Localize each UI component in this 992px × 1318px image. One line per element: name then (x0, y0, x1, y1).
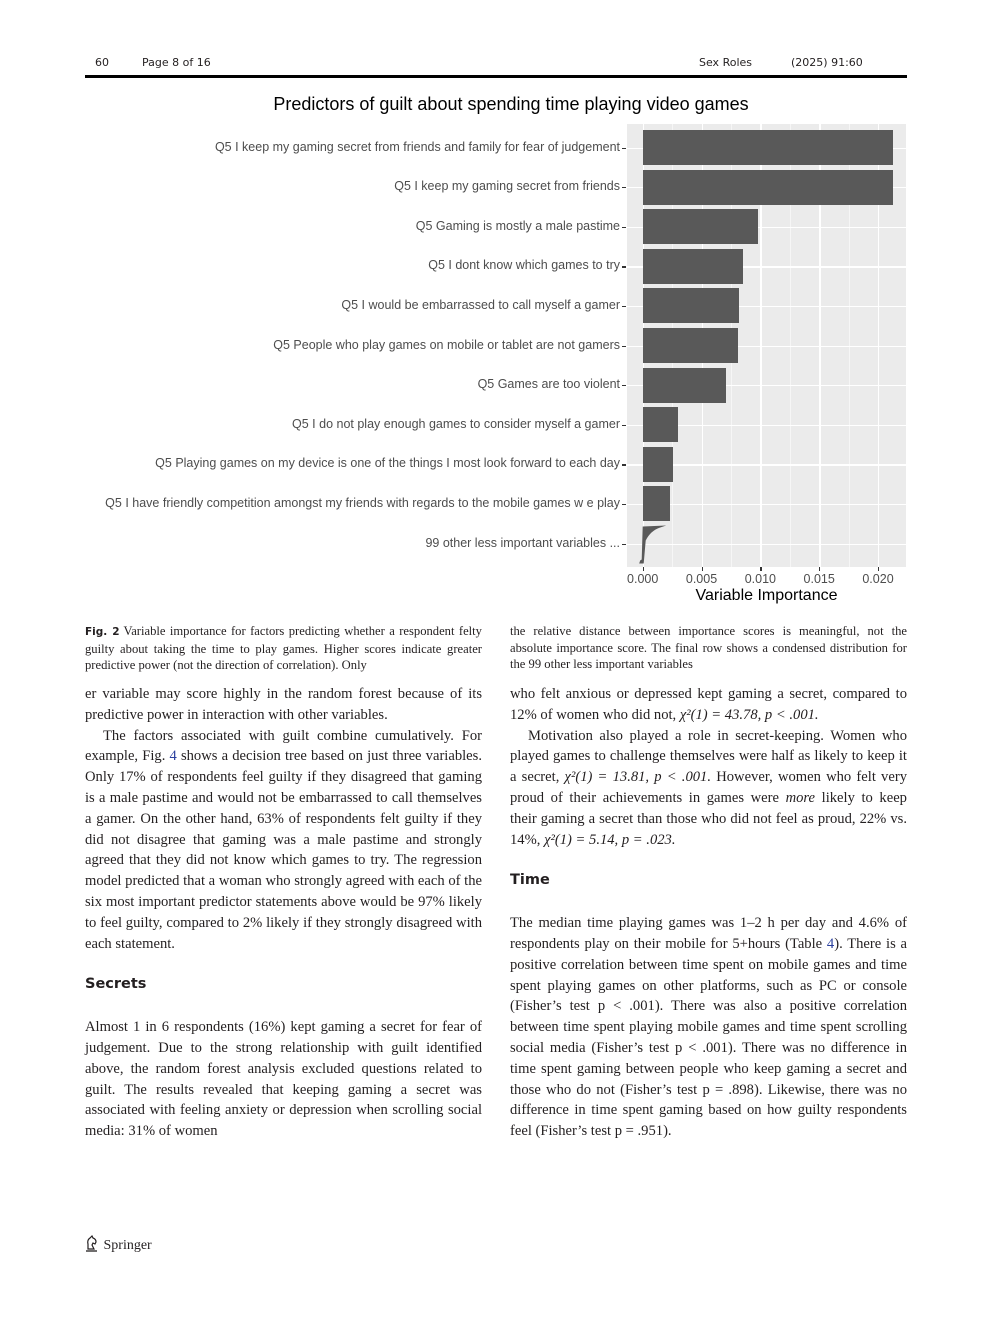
emphasis: more (785, 789, 816, 806)
y-axis-tick (622, 464, 626, 465)
paragraph: who felt anxious or depressed kept gaming a secret, compared to 12% of women who did not, χ²(1) = 43.78, p < .001. (510, 686, 907, 723)
condensed-distribution-shape (627, 124, 906, 567)
x-axis-tick-label: 0.015 (803, 572, 835, 586)
x-axis-tick (819, 567, 820, 571)
citation: (2025) 91:60 (791, 56, 863, 69)
x-axis-tick-label: 0.000 (627, 572, 659, 586)
y-axis-label: Q5 People who play games on mobile or tablet are not gamers (273, 337, 620, 352)
chi-square-stat: χ²(1) = 13.81, p < .001. (564, 769, 711, 786)
y-axis-label: 99 other less important variables ... (425, 535, 620, 550)
y-axis-tick (622, 504, 626, 505)
section-heading-secrets: Secrets (85, 976, 147, 993)
paragraph: The factors associated with guilt combine cumulatively. For example, Fig. 4 shows a decision tree based on just three variables. Only 17% of respondents feel guilty if they disagreed that gaming is a male pastime and would not be embarrassed to call themselves a gamer. On the other hand, 63% of respondents felt guilty if they did not disagree that gaming was a male pastime and strongly agreed that they did not know which games to try. The regression model predicted that a woman who strongly agreed with each of the six most important predictor statements above would be 97% likely to feel guilty, compared to 2% likely if they strongly disagreed with each statement. (85, 727, 482, 952)
right-column (510, 684, 907, 1142)
y-axis-label: Q5 Games are too violent (477, 377, 620, 392)
y-axis-label: Q5 I dont know which games to try (428, 258, 620, 273)
y-axis-label: Q5 I keep my gaming secret from friends and family for fear of judgement (214, 139, 620, 154)
caption-text-left: Variable importance for factors predicting whether a respondent felty guilty about taking the time to play games. Higher scores indicate greater predictive power (not the direction of correlation). Only (85, 624, 482, 672)
y-axis-label: Q5 I would be embarrassed to call myself a gamer (341, 297, 620, 312)
chi-square-stat: χ²(1) = 43.78, p < .001. (679, 706, 819, 723)
caption-text-right: the relative distance between importance scores is meaningful, not the absolute importance score. The final row shows a condensed distribution for the 99 other less important variables (510, 624, 907, 671)
y-axis-tick (622, 346, 626, 347)
figure-label: Fig. 2 (85, 626, 120, 638)
figure-caption-right (510, 623, 907, 673)
x-axis-tick-label: 0.010 (744, 572, 776, 586)
y-axis-label: Q5 I have friendly competition amongst my friends with regards to the mobile games w e play (105, 495, 620, 510)
y-axis-label: Q5 Gaming is mostly a male pastime (415, 218, 620, 233)
x-axis-tick (702, 567, 703, 571)
paragraph: The median time playing games was 1–2 h per day and 4.6% of respondents play on their mobile for 5+hours (Table 4). There is a positive correlation between time spent on mobile games and time spent playing games on other platforms, such as PC or console (Fisher’s test p < .001). There was also a positive correlation between time spent playing mobile games and time spent scrolling social media (Fisher’s test p < .001). There was no difference in time spent gaming between people who keep gaming a secret and those who do not (Fisher’s test p = .898). Likewise, there was no difference in time spent gaming based on how guilty respondents feel (Fisher’s test p = .951). (510, 915, 907, 1140)
page-number: 60 (95, 56, 109, 69)
paragraph: Almost 1 in 6 respondents (16%) kept gaming a secret for fear of judgement. Due to the strong relationship with guilt identified above, the random forest analysis excluded questions related to guilt. The results revealed that keeping gaming a secret was associated with feeling anxiety or depression when scrolling social media: 31% of women (85, 1019, 482, 1140)
x-axis-tick (878, 567, 879, 571)
x-axis-tick (760, 567, 761, 571)
left-column (85, 684, 482, 1142)
running-header (85, 56, 907, 70)
paragraph: er variable may score highly in the random forest because of its predictive power in interaction with other variables. (85, 686, 482, 723)
plot-panel (627, 124, 906, 567)
y-axis-label: Q5 Playing games on my device is one of the things I most look forward to each day (155, 456, 620, 471)
page-of-label: Page 8 of 16 (142, 56, 211, 69)
springer-horse-icon (84, 1235, 100, 1252)
y-axis-tick (622, 544, 626, 545)
chart-title: Predictors of guilt about spending time playing video games (273, 94, 749, 114)
publisher-footer (84, 1235, 152, 1254)
y-axis-label: Q5 I do not play enough games to consider myself a gamer (292, 416, 620, 431)
x-axis-tick-label: 0.005 (685, 572, 718, 586)
journal-name: Sex Roles (699, 56, 752, 69)
chi-square-stat: χ²(1) = 5.14, p = .023. (544, 831, 676, 848)
y-axis-tick (622, 187, 626, 188)
y-axis-label: Q5 I keep my gaming secret from friends (394, 179, 620, 194)
y-axis-tick (622, 425, 626, 426)
figure-2 (85, 90, 907, 610)
figure-4-link[interactable]: 4 (169, 748, 177, 765)
y-axis-tick (622, 385, 626, 386)
figure-caption-left (85, 623, 482, 674)
header-rule (85, 75, 907, 78)
table-4-link[interactable]: 4 (826, 935, 835, 952)
paragraph: Motivation also played a role in secret-keeping. Women who played games to challenge themselves were half as likely to keep it a secret, χ²(1) = 13.81, p < .001. However, women who felt very proud of their achievements in games were more likely to keep their gaming a secret than those who did not feel as proud, 22% vs. 14%, χ²(1) = 5.14, p = .023. (510, 727, 907, 848)
y-axis-tick (622, 227, 626, 228)
x-axis-title: Variable Importance (695, 587, 838, 604)
y-axis-tick (622, 148, 626, 149)
section-heading-time: Time (510, 872, 550, 889)
y-axis-tick (622, 306, 626, 307)
x-axis-tick (643, 567, 644, 571)
y-axis-tick (622, 266, 626, 267)
x-axis-tick-label: 0.020 (862, 572, 894, 586)
publisher-name: Springer (103, 1238, 152, 1253)
